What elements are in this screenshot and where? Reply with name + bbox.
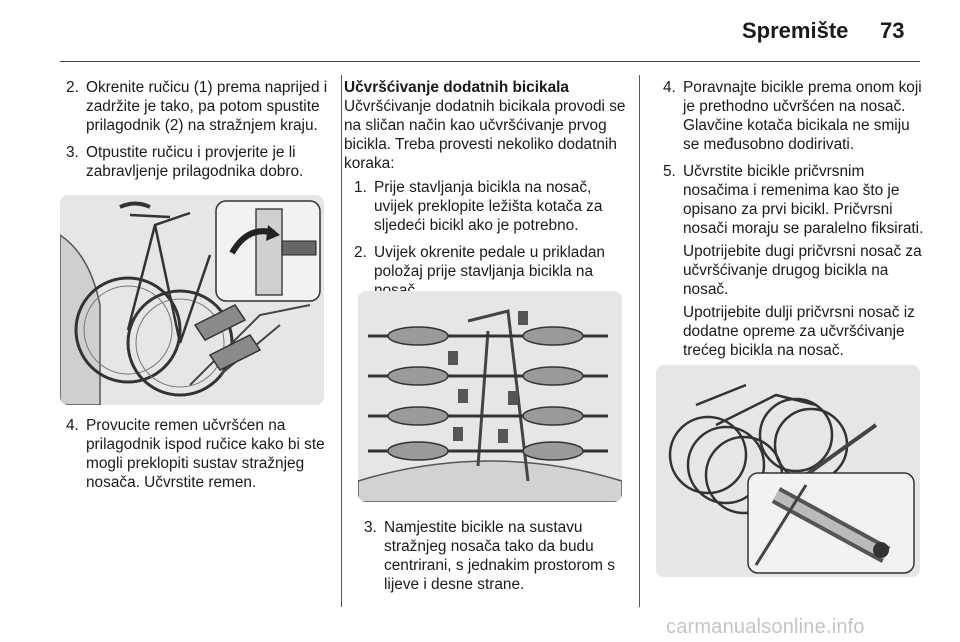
right-step-5 <box>663 162 925 238</box>
right-column <box>663 78 925 360</box>
step-number: 5. <box>663 163 676 180</box>
step-text: Učvrstite bicikle pričvrsnim nosačima i remenima kao što je opisano za prvi bicikl. Pričvrsni nosači moraju se paralelno fiksirati. <box>683 163 924 237</box>
step-number: 3. <box>364 519 377 536</box>
left-column-top <box>66 78 328 189</box>
middle-step-1 <box>354 178 627 235</box>
left-step-3 <box>66 143 328 181</box>
middle-column-top <box>344 78 627 308</box>
illustration-three-bikes-strap <box>656 365 920 577</box>
middle-step-3 <box>364 518 627 594</box>
left-step-2 <box>66 78 328 135</box>
page-header-title: Spremište <box>742 18 849 43</box>
step-number: 1. <box>354 179 367 196</box>
step-number: 2. <box>66 79 79 96</box>
step-number: 2. <box>354 244 367 261</box>
illustration-adapter-bike <box>60 195 324 405</box>
right-step-4 <box>663 78 925 154</box>
right-paragraph-1: Upotrijebite dugi pričvrsni nosač za učvršćivanje drugog bicikla na nosač. <box>683 243 922 298</box>
step-text: Okrenite ručicu (1) prema naprijed i zadržite je tako, pa potom spustite prilagodnik (2) na stražnjem kraju. <box>86 79 328 134</box>
step-number: 3. <box>66 144 79 161</box>
step-text: Prije stavljanja bicikla na nosač, uvijek preklopite ležišta kotača za sljedeći bicikl ako je potrebno. <box>374 179 603 234</box>
step-text: Poravnajte bicikle prema onom koji je prethodno učvršćen na nosač. Glavčine kotača bicikala ne smiju se međusobno dodirivati. <box>683 79 922 153</box>
section-intro: Učvršćivanje dodatnih bicikala provodi se na sličan način kao učvršćivanje prvog bicikla. Treba provesti nekoliko dodatnih koraka: <box>344 98 626 172</box>
step-text: Uvijek okrenite pedale u prikladan položaj prije stavljanja bicikla na <box>374 244 605 280</box>
step-text: Provucite remen učvršćen na prilagodnik ispod ručice kako bi ste mogli preklopiti sustav stražnjeg nosača. Učvrstite remen. <box>86 417 325 491</box>
header-divider <box>60 61 920 62</box>
watermark: carmanualsonline.info <box>666 616 865 638</box>
page-number: 73 <box>880 18 905 43</box>
step-text: Namjestite bicikle na sustavu stražnjeg nosača tako da budu centrirani, s jednakim prostorom s lijeve i desne strane. <box>384 519 615 593</box>
step-text: Otpustite ručicu i provjerite je li zabravljenje prilagodnika dobro. <box>86 144 304 180</box>
illustration-bikes-top-view <box>358 291 622 502</box>
step-number: 4. <box>66 417 79 434</box>
section-heading: Učvršćivanje dodatnih bicikala <box>344 79 569 96</box>
step-number: 4. <box>663 79 676 96</box>
column-divider-2 <box>639 75 640 607</box>
column-divider-1 <box>341 75 342 607</box>
left-column-bottom <box>66 416 328 500</box>
left-step-4 <box>66 416 328 492</box>
middle-column-bottom <box>364 518 627 602</box>
right-paragraph-2: Upotrijebite dulji pričvrsni nosač iz dodatne opreme za učvršćivanje trećeg bicikla na nosač. <box>683 304 915 359</box>
